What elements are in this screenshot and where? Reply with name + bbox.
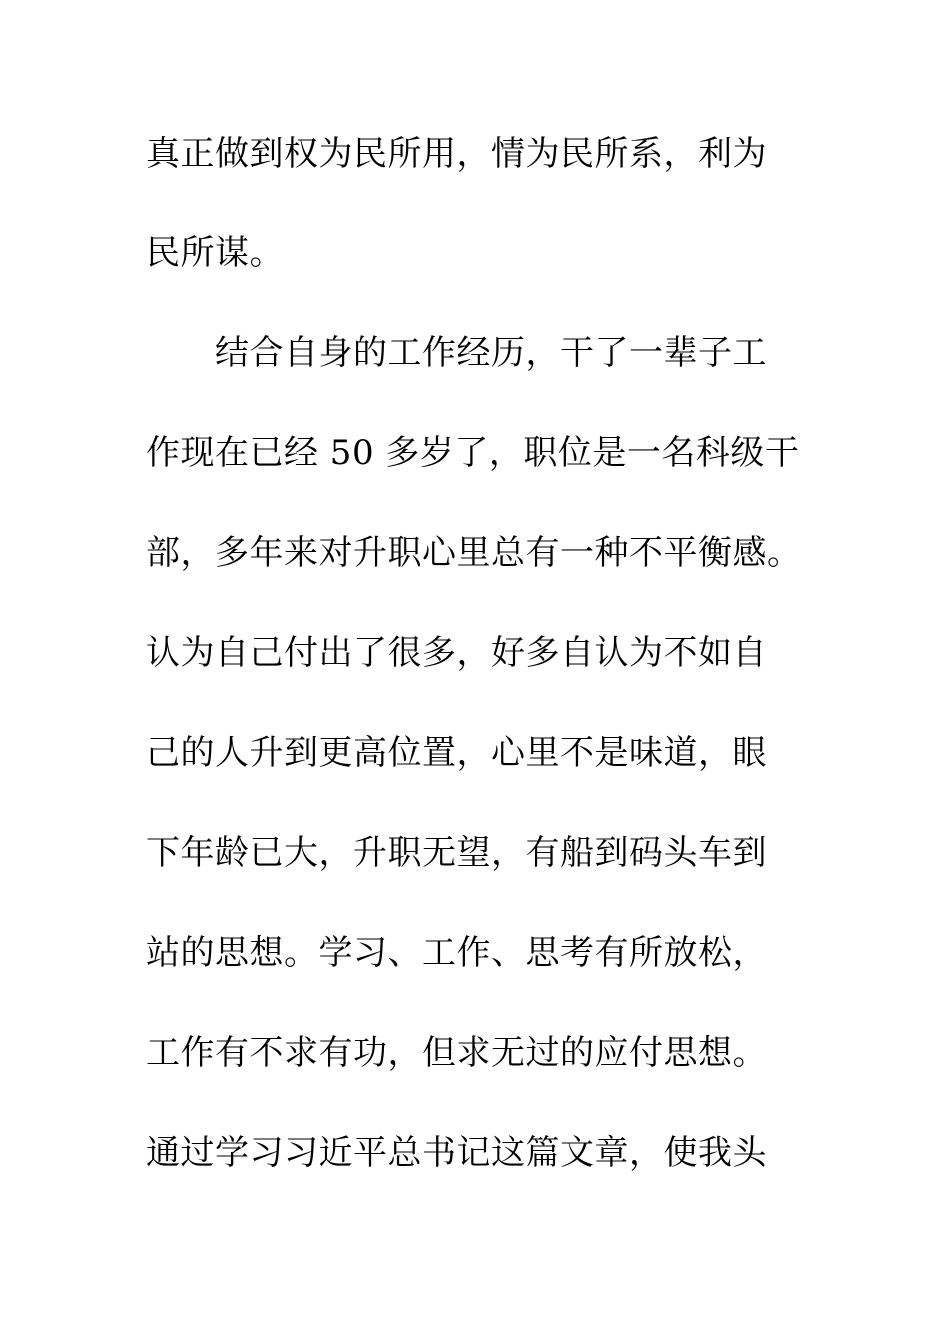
text-line: 己的人升到更高位置，心里不是味道，眼: [146, 733, 767, 773]
text-line: 工作有不求有功，但求无过的应付思想。: [146, 1033, 767, 1073]
text-line: 作现在已经 50 多岁了，职位是一名科级干: [146, 433, 800, 473]
text-line: 结合自身的工作经历，干了一辈子工: [146, 333, 767, 373]
text-line: 部，多年来对升职心里总有一种不平衡感。: [146, 533, 802, 573]
text-line: 民所谋。: [146, 233, 284, 273]
text-line: 真正做到权为民所用，情为民所系，利为: [146, 134, 767, 174]
text-line: 下年龄已大，升职无望，有船到码头车到: [146, 833, 767, 873]
text-line: 站的思想。学习、工作、思考有所放松，: [146, 933, 767, 973]
text-line: 认为自己付出了很多，好多自认为不如自: [146, 633, 767, 673]
text-line: 通过学习习近平总书记这篇文章，使我头: [146, 1133, 767, 1173]
